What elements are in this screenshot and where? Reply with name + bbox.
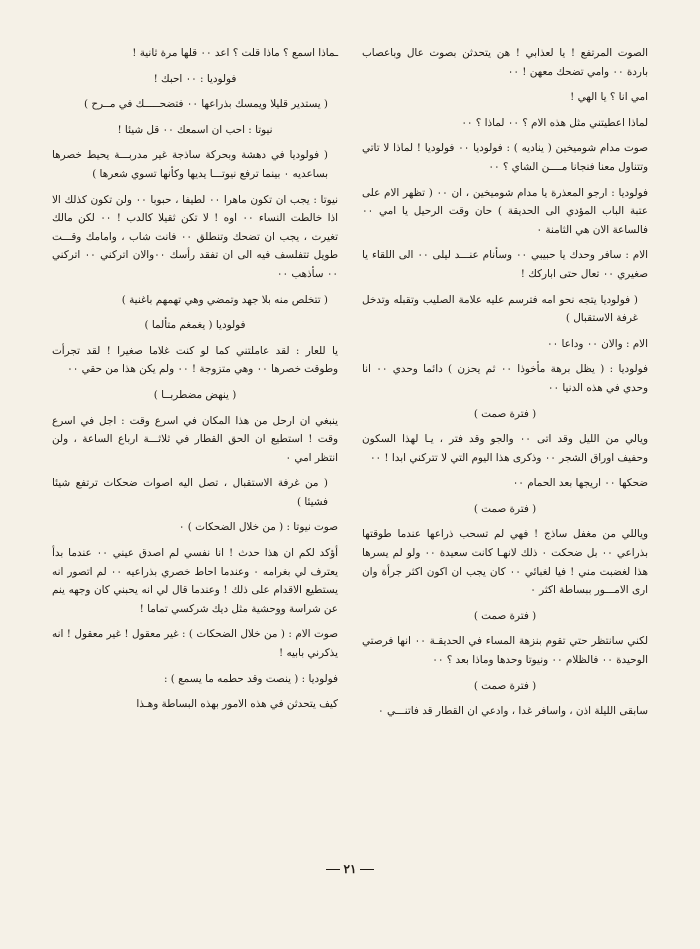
stage-direction: ( فولوديا في دهشة وبحركة ساذجة غير مدربـــة يحيط خصرها بساعديه ٠ بينما ترفع نيوتـــا يديها وكأنها تسوي شعرها ) xyxy=(52,149,328,180)
folio-dash-left xyxy=(360,869,374,870)
page-number-value: ٢١ xyxy=(343,862,357,876)
stage-direction: ( يستدير قليلا ويمسك بذراعها ٠٠ فتضحـــــك في مــرح ) xyxy=(83,98,328,111)
paragraph: صوت نيوتا : ( من خلال الضحكات ) ٠ xyxy=(178,521,338,534)
paragraph: فولوديا : ( ينصت وقد حطمه ما يسمع ) : xyxy=(163,672,338,685)
paragraph: صوت الام : ( من خلال الضحكات ) : غير معقول ! غير معقول ! انه يذكرني بابيه ! xyxy=(52,628,338,660)
paragraph: ويالي من الليل وقد اتى ٠٠ والجو وقد فتر ، يـا لهذا السكون وحفيف اوراق الشجر ٠٠ وذكرى هذا اليوم التي لا تتركني ابدا ! ٠٠ xyxy=(362,433,648,464)
stage-direction: ( فترة صمت ) xyxy=(473,502,537,515)
paragraph: يا للعار : لقد عاملتني كما لو كنت غلاما صغيرا ! لقد تجرأت وطوقت خصرها ٠٠ وهي متزوجة ! ٠٠ ولم يكن هذا من حقي ٠٠ xyxy=(52,344,338,376)
paragraph: كيف يتحدثن في هذه الامور بهذه البساطة وهـذا xyxy=(136,698,338,711)
paragraph: الام : سافر وحدك يا حبيبي ٠٠ وسأنام عنـــد ليلى ٠٠ الى اللقاء يا صغيري ٠٠ تعال حتى اباركك ! xyxy=(362,249,649,280)
paragraph: نيوتا : احب ان اسمعك ٠٠ قل شيئا ! xyxy=(117,123,273,136)
stage-direction: ( فترة صمت ) xyxy=(473,679,537,692)
paragraph: صوت مدام شوميخين ( يناديه ) : فولوديا ٠٠ فولوديا ! لماذا لا تاتي وتتناول معنا فنجانا مــــن الشاي ؟ ٠٠ xyxy=(362,142,648,173)
paragraph: وياللي من مغفل ساذج ! فهي لم تسحب ذراعها عندما طوقتها بذراعي ٠٠ بل ضحكت ٠ ذلك لانهـا كانت سعيدة ٠٠ ولو لم يسرها هذا لغضبت مني ! فيا لغبائي ٠٠ كان يجب ان اكون اكثر جرأة وان ارى الامـــور ببساطة اكثر ٠ xyxy=(362,528,648,597)
paragraph: امي انا ؟ يا الهي ! xyxy=(570,91,648,104)
text-columns xyxy=(52,44,648,834)
paragraph: أؤكد لكم ان هذا حدث ! انا نفسي لم اصدق عيني ٠٠ عندما بدأ يعترف لي بغرامه ٠ وعندما احاط خصري بذراعيه ٠٠ لم اتصور انه يستطيع الاقدام على ذلك ! وعندما قال لي انه يحبني كان وجهه ينم عن شراسة ووحشية مثل ديك شركسي تماما ! xyxy=(52,547,338,615)
paragraph: لماذا اعطيتني مثل هذه الام ؟ ٠٠ لماذا ؟ ٠٠ xyxy=(461,116,648,129)
paragraph: ـماذا اسمع ؟ ماذا قلت ؟ اعد ٠٠ قلها مرة ثانية ! xyxy=(132,47,338,59)
stage-direction: ( فترة صمت ) xyxy=(473,609,537,622)
left-column xyxy=(362,44,648,834)
paragraph: الصوت المرتفع ! يا لعذابي ! هن يتحدثن بصوت عال وباعصاب باردة ٠٠ وامي تضحك معهن ! ٠٠ xyxy=(362,47,648,78)
stage-direction: ( فولوديا يتجه نحو امه فترسم عليه علامة الصليب وتقبله وتدخل غرفة الاستقبال ) xyxy=(362,293,638,325)
stage-direction: ( ينهض مضطربــا ) xyxy=(153,388,237,401)
paragraph: فولوديا : ارجو المعذرة يا مدام شوميخين ، ان ٠٠ ( تظهر الام على عتبة الباب المؤدي الى الحديقة ) حان وقت الرحيل يا امي ٠٠ فالساعة الان هي الثامنة ٠ xyxy=(362,186,649,236)
paragraph: فولوديا : ( يظل برهة مأخوذا ٠٠ ثم يحزن ) دائما وحدي ٠٠ انا وحدي في هذه الدنيا ٠٠ xyxy=(362,363,649,394)
paragraph: ضحكها ٠٠ اريجها بعد الحمام ٠٠ xyxy=(512,477,648,490)
paragraph: ينبغي ان ارحل من هذا المكان في اسرع وقت : اجل في اسرع وقت ! استطيع ان الحق القطار في ثلاثـــة ارباع الساعة ، ولن انتظر امي ٠ xyxy=(52,414,338,464)
stage-direction: ( من غرفة الاستقبال ، تصل اليه اصوات ضحكات ترتفع شيئا فشيئا ) xyxy=(52,477,328,508)
stage-direction: ( فترة صمت ) xyxy=(473,407,537,420)
paragraph: فولوديا ( يغمغم متألما ) xyxy=(144,319,246,332)
right-column xyxy=(52,44,338,834)
folio-dash-right xyxy=(326,869,340,870)
paragraph: الام : والان ٠٠ وداعا ٠٠ xyxy=(547,337,648,350)
page-number xyxy=(0,862,700,876)
paragraph: نيوتا : يجب ان تكون ماهرا ٠٠ لطيفا ، حبوبا ٠٠ ولن تكون كذلك الا اذا خالطت النساء ٠٠ اوه ! لا تكن ثقيلا كالدب ! ٠٠ لكن مالك تغيرت ، يجب ان تضحك وتنطلق ٠٠ فانت شاب ، وامامك وقـــت طويل تتفلسف فيه الى ان تفقد رأسك ٠٠والان اتركني ٠٠ اتركني ٠٠ سأذهب ٠٠ xyxy=(52,193,338,280)
paragraph: سابقى الليلة اذن ، واسافر غدا ، وادعي ان القطار قد فاتنـــي ٠ xyxy=(378,705,648,718)
stage-direction: ( تتخلص منه بلا جهد وتمضي وهي تهمهم باغنية ) xyxy=(121,293,328,306)
paragraph: فولوديا : ٠٠ احبك ! xyxy=(153,72,237,85)
paragraph: لكني سانتظر حتي تقوم بنزهة المساء في الحديقـة ٠٠ انها فرصتي الوحيدة ٠٠ فالظلام ٠٠ ونيوتا وحدها وماذا بعد ؟ ٠٠ xyxy=(362,635,648,667)
